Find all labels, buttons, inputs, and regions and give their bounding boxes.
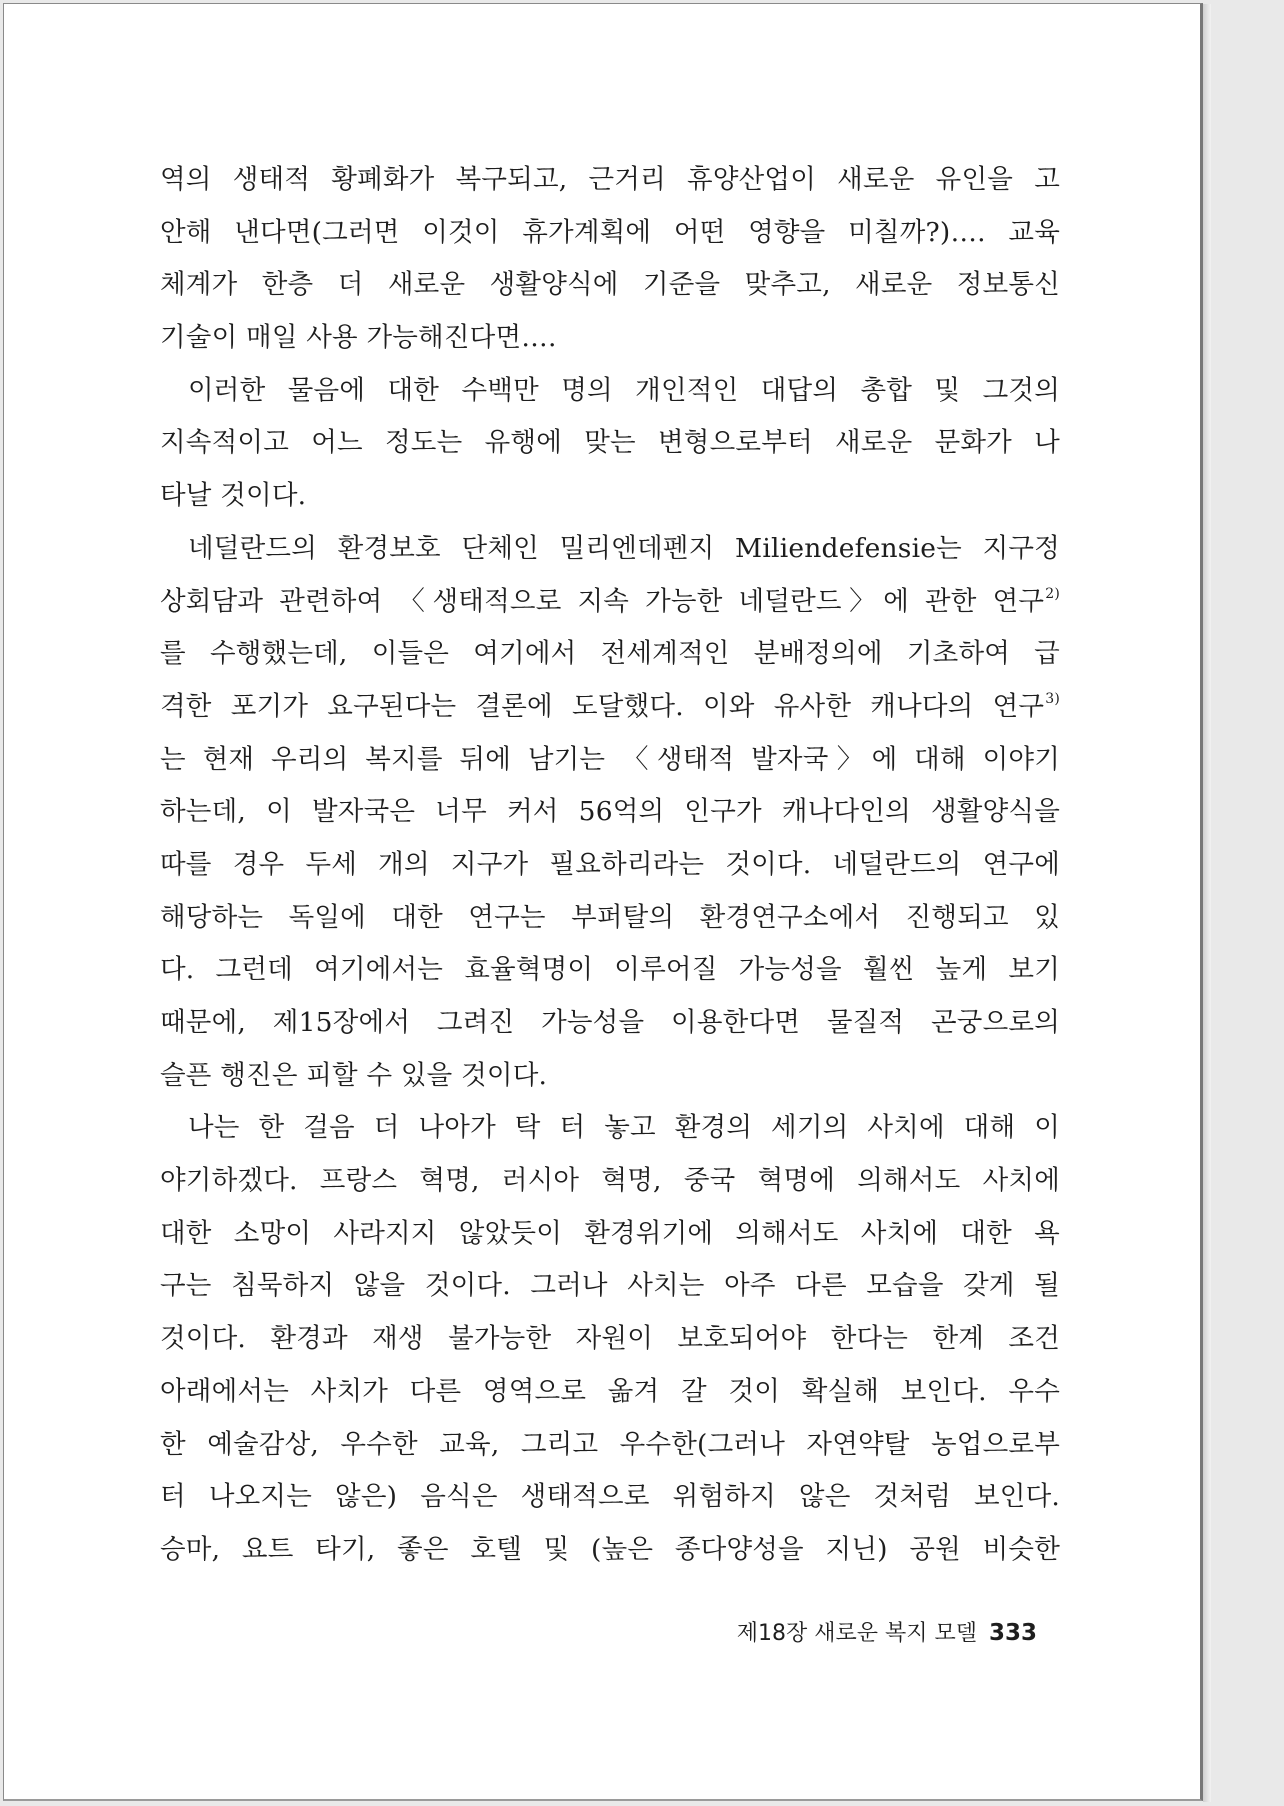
text-line: 타날 것이다. [160, 480, 307, 512]
line-text: 격한 포기가 요구된다는 결론에 도달했다. 이와 유사한 캐나다의 연구 [160, 690, 1045, 722]
text-line: 하는데, 이 발자국은 너무 커서 56억의 인구가 캐나다인의 생활양식을 [160, 796, 1060, 828]
text-line: 승마, 요트 타기, 좋은 호텔 및 (높은 종다양성을 지닌) 공원 비슷한 [160, 1533, 1060, 1565]
paragraph-start-line: 이러한 물음에 대한 수백만 명의 개인적인 대답의 총합 및 그것의 [188, 374, 1060, 406]
text-line: 야기하겠다. 프랑스 혁명, 러시아 혁명, 중국 혁명에 의해서도 사치에 [160, 1165, 1060, 1197]
text-line: 한 예술감상, 우수한 교육, 그리고 우수한(그러나 자연약탈 농업으로부 [160, 1428, 1060, 1460]
running-footer-chapter: 제18장 새로운 복지 모델 [736, 1621, 977, 1646]
text-line-with-footnote [160, 576, 1060, 629]
text-line: 때문에, 제15장에서 그려진 가능성을 이용한다면 물질적 곤궁으로의 [160, 1007, 1060, 1038]
text-line: 를 수행했는데, 이들은 여기에서 전세계적인 분배정의에 기초하여 급 [160, 638, 1060, 670]
text-line: 기술이 매일 사용 가능해진다면…. [160, 322, 557, 354]
text-line: 구는 침묵하지 않을 것이다. 그러나 사치는 아주 다른 모습을 갖게 될 [160, 1270, 1060, 1302]
text-line: 것이다. 환경과 재생 불가능한 자원이 보호되어야 한다는 한계 조건 [160, 1323, 1060, 1355]
page-number: 333 [988, 1620, 1037, 1646]
text-line: 따를 경우 두세 개의 지구가 필요하리라는 것이다. 네덜란드의 연구에 [160, 848, 1060, 880]
paragraph-start-line: 나는 한 걸음 더 나아가 탁 터 놓고 환경의 세기의 사치에 대해 이 [188, 1112, 1060, 1144]
book-page [3, 3, 1203, 1801]
page-footer [737, 1616, 1037, 1647]
footnote-marker-3: 3) [1045, 690, 1060, 707]
text-line: 역의 생태적 황폐화가 복구되고, 근거리 휴양산업이 새로운 유인을 고 [160, 164, 1060, 195]
paragraph-start-line: 네덜란드의 환경보호 단체인 밀리엔데펜지 Miliendefensie는 지구정 [188, 532, 1060, 564]
line-text: 상회담과 관련하여 〈생태적으로 지속 가능한 네덜란드〉에 관한 연구 [160, 585, 1045, 617]
text-line: 대한 소망이 사라지지 않았듯이 환경위기에 의해서도 사치에 대한 욕 [160, 1217, 1060, 1249]
text-line: 체계가 한층 더 새로운 생활양식에 기준을 맞추고, 새로운 정보통신 [160, 269, 1060, 301]
text-line: 안해 낸다면(그러면 이것이 휴가계획에 어떤 영향을 미칠까?)…. 교육 [160, 216, 1060, 248]
body-text [160, 154, 1060, 1577]
footnote-marker-2: 2) [1045, 585, 1060, 602]
text-line: 터 나오지는 않은) 음식은 생태적으로 위험하지 않은 것처럼 보인다. [160, 1481, 1060, 1513]
text-line: 슬픈 행진은 피할 수 있을 것이다. [160, 1059, 548, 1091]
text-line: 아래에서는 사치가 다른 영역으로 옮겨 갈 것이 확실해 보인다. 우수 [160, 1375, 1060, 1407]
text-line: 지속적이고 어느 정도는 유행에 맞는 변형으로부터 새로운 문화가 나 [160, 427, 1060, 459]
page-edge-shadow [1203, 4, 1211, 1802]
text-line-with-footnote [160, 681, 1060, 734]
text-line: 다. 그런데 여기에서는 효율혁명이 이루어질 가능성을 훨씬 높게 보기 [160, 954, 1060, 986]
text-line: 해당하는 독일에 대한 연구는 부퍼탈의 환경연구소에서 진행되고 있 [160, 901, 1060, 933]
text-line: 는 현재 우리의 복지를 뒤에 남기는 〈생태적 발자국〉에 대해 이야기 [160, 743, 1060, 775]
